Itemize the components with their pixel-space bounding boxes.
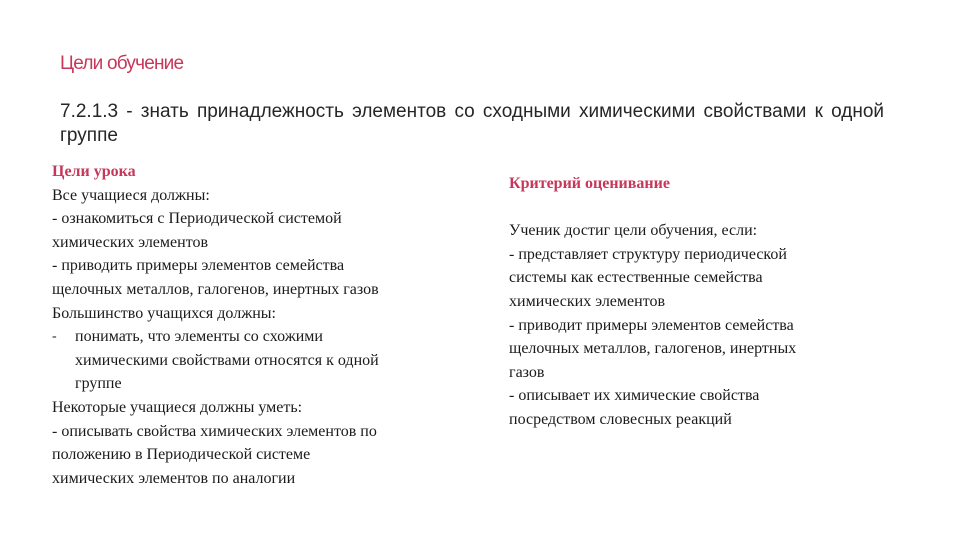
- assessment-column: [509, 172, 909, 432]
- lesson-goals-heading: Цели урока: [52, 163, 136, 180]
- criterion-line: - описывает их химические свойства: [509, 387, 760, 405]
- goal-line: химических элементов по аналогии: [52, 469, 296, 487]
- all-students-label: Все учащиеся должны:: [52, 186, 210, 204]
- objective-line: свойствами к одной группе: [60, 101, 885, 146]
- some-students-label: Некоторые учащиеся должны уметь:: [52, 398, 303, 416]
- goal-line: щелочных металлов, галогенов, инертных газов: [52, 280, 379, 298]
- goal-line: понимать, что элементы со схожими: [75, 328, 323, 346]
- goal-line: положению в Периодической системе: [52, 446, 311, 464]
- criterion-line: посредством словесных реакций: [509, 410, 732, 428]
- criterion-line: - приводит примеры элементов семейства: [509, 316, 794, 334]
- criterion-line: химических элементов: [509, 292, 666, 310]
- criterion-line: щелочных металлов, галогенов, инертных: [509, 340, 797, 358]
- slide-title: Цели обучение: [60, 53, 184, 74]
- most-students-bullet-item: [52, 325, 472, 396]
- goal-line: - описывать свойства химических элементов по: [52, 422, 377, 440]
- assessment-heading: Критерий оценивание: [509, 175, 670, 192]
- assessment-intro: Ученик достиг цели обучения, если:: [509, 222, 758, 240]
- lesson-goals-column: [52, 160, 472, 490]
- learning-objective: [60, 100, 884, 148]
- goal-line: химических элементов: [52, 233, 209, 251]
- criterion-line: системы как естественные семейства: [509, 269, 763, 287]
- most-students-label: Большинство учащихся должны:: [52, 304, 276, 322]
- goal-line: группе: [75, 375, 122, 393]
- criterion-line: газов: [509, 363, 545, 381]
- goal-line: - приводить примеры элементов семейства: [52, 257, 345, 275]
- goal-line: химическими свойствами относятся к одной: [75, 351, 379, 369]
- goal-line: - ознакомиться с Периодической системой: [52, 210, 342, 228]
- criterion-line: - представляет структуру периодической: [509, 245, 787, 263]
- objective-line: 7.2.1.3 - знать принадлежность элементов со сходными химическими: [60, 101, 696, 122]
- bullet-marker: -: [52, 329, 57, 345]
- spacer: [509, 196, 909, 220]
